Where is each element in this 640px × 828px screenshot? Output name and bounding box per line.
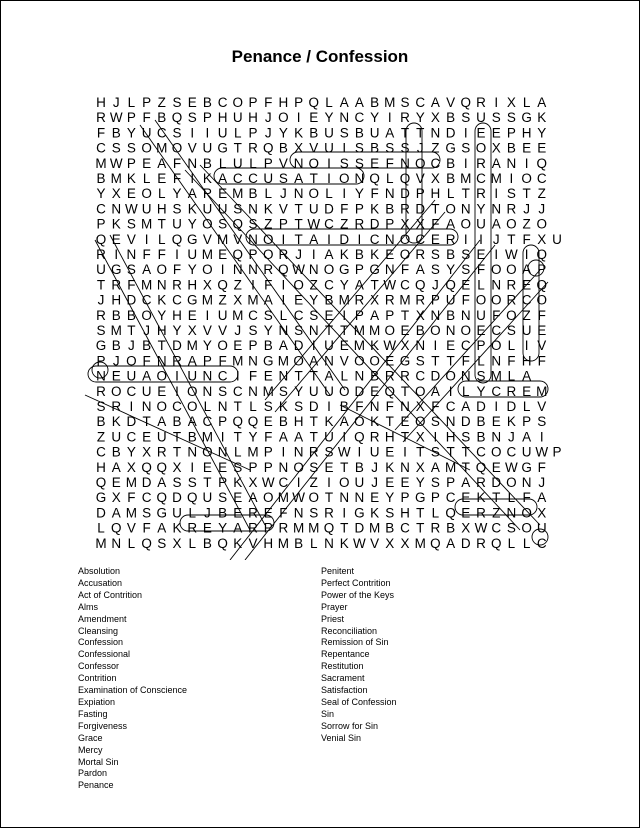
grid-row: PKSMTUYOSQSZPTWCZRDPXXFAOUAOZO (96, 216, 548, 232)
word-list-item: Absolution (78, 566, 121, 576)
word-list-item: Satisfaction (321, 685, 368, 696)
word-list-item: Forgiveness (78, 720, 128, 731)
word-list-item: Priest (321, 613, 345, 624)
grid-row: CNWUHSKUUSNKVTUDFPKBRDTONYNRJJ (96, 201, 546, 217)
word-list-item: Perfect Contrition (321, 577, 391, 588)
grid-row: JHDCKCGMZXMAIEYBMRXRMRPUFOORCO (97, 292, 548, 308)
word-list-item: Contrition (78, 673, 117, 684)
word-list-item: Sacrament (321, 673, 365, 684)
grid-row: TRFMNRHXQZIFIOZCYATWCQJQELNREQ (96, 277, 548, 293)
word-list-item: Mercy (78, 744, 103, 755)
word-list-item: Mortal Sin (78, 756, 119, 767)
word-list-item: Repentance (321, 649, 370, 660)
word-list-item: Penitent (321, 566, 355, 576)
found-mark-contrition (246, 229, 458, 245)
word-list-item: Act of Contrition (78, 589, 143, 600)
word-list-item: Remission of Sin (321, 637, 389, 648)
word-list-item: Penance (78, 780, 114, 791)
grid-row: FBYUCSIIULPJYKBUSBUATTNDIEEPHY (96, 125, 547, 141)
grid-row: BKDTABACPQQEBHTKAOKTEOSNDBEKPS (96, 414, 547, 430)
word-list-right (321, 566, 397, 745)
grid-row: RBBOYHEIUMCSLCSEIPAPTXNBNUFOZF (96, 307, 546, 323)
word-list-item: Expiation (78, 696, 116, 707)
word-list-item: Pardon (78, 768, 108, 779)
word-list-item: Confessional (78, 649, 131, 660)
grid-row: ROCUEIONSCNMSYUUODEQTOAILYCREM (96, 383, 548, 399)
word-list-item: Sin (321, 708, 335, 719)
grid-row: BMKLEFIKACCUSATIONQLQVXBMCMIOC (96, 171, 547, 186)
grid-row: HJLPZSEBCOPFHPQLAABMSCAVQRIXLA (96, 95, 547, 110)
word-list-item: Confessor (78, 661, 120, 672)
word-list-item: Alms (78, 601, 98, 612)
word-list-item: Reconciliation (321, 625, 378, 636)
grid-row: MWPEAFNBLULPVNOISSEFNOCBIRANIQ (95, 155, 548, 171)
word-list-item: Amendment (78, 613, 127, 624)
grid-row: LQVFAKREYARPRMMQTDMBCTRBXWCSOU (97, 520, 547, 536)
grid-row: CBYXRTNONLMPINRSWIUEITSTTCOCUWP (96, 444, 562, 460)
word-list-item: Examination of Conscience (78, 685, 188, 696)
grid-row: SRINOCOLNTLSKSDIBFNFNXFCADIDLV (96, 399, 547, 414)
word-list-item: Accusation (78, 577, 123, 588)
word-list-item: Power of the Keys (321, 589, 395, 600)
word-list-item: Fasting (78, 708, 108, 719)
grid-letters (95, 95, 562, 551)
puzzle-title: Penance / Confession (231, 47, 409, 66)
word-list-item: Seal of Confession (321, 696, 397, 707)
grid-row: YXEOLYAPEMBLJNOLIYFNDPHLTRISTZ (96, 186, 546, 202)
grid-row: CSSOMOVUGTRQBXVUISBSSJZGSOXBEE (96, 140, 547, 156)
grid-row: DAMSGULJBEREFNSRIGKSHTLQERZNOX (96, 505, 547, 521)
grid-row: NEUAOIUNCIFENTTALNBRRCDONSMLA (96, 368, 532, 384)
grid-row: QEVILQGVMVNOITAIDICNOCERIIJTFXU (95, 231, 562, 247)
grid-row: GXFCQDQUSEAOMWOTNNEYPGPCEKTLFA (95, 490, 547, 506)
grid-row: GBJBTDMYOEPBADIUEMKWXNIECPOLIV (95, 338, 547, 354)
word-list-item: Grace (78, 732, 103, 743)
grid-row: ZUCEUTBMITYFAATUIQRHTXIHSBNJAI (96, 429, 544, 445)
grid-row: UGSAOFYOINNRQWNOGPGNFASYSFOOAP (96, 262, 547, 278)
word-list-item: Venial Sin (321, 732, 362, 743)
word-list-left (78, 566, 187, 792)
grid-row: MNLQSXLBQKVHMBLNKWVXXMQADRQLLC (95, 535, 547, 551)
grid-row: RWPFBQSPHUHJOIEYNCYIRYXBSUSSGK (96, 110, 547, 126)
grid-row: RINFFIUMEQPORJIAKBKEORSBSEIWIQ (96, 247, 548, 262)
word-list-item: Sorrow for Sin (321, 720, 379, 731)
grid-row: PJOFNRAPFMNGMOANVOOEGSTTFLNFHF (96, 353, 546, 369)
found-mark-mercy (458, 381, 548, 397)
grid-row: HAXQQXIEESPPNOSETBJKNXAMTQEWGF (96, 459, 546, 475)
word-list-item: Confession (78, 637, 124, 648)
grid-row: QEMDASSTPKXWCIZIOUJEEYSPARDONJ (95, 475, 546, 490)
word-list-item: Cleansing (78, 625, 119, 636)
word-list-item: Restitution (321, 661, 364, 672)
word-list-item: Prayer (321, 601, 348, 612)
grid-row: SMTJHYXVVJSYNSNTTMMOEBONOECSUE (96, 323, 547, 338)
